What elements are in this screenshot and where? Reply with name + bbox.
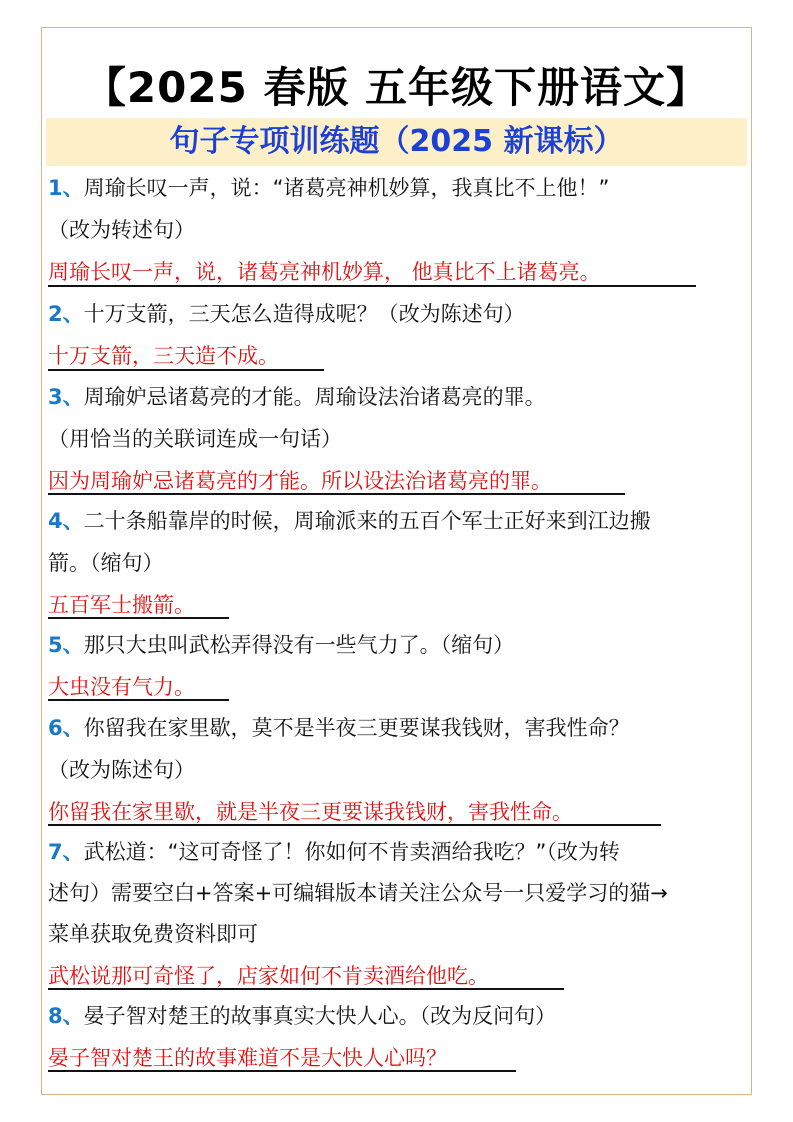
question-1-line-2: （改为转述句） — [48, 218, 195, 242]
answer-underline — [48, 493, 625, 495]
question-1-answer: 周瑜长叹一声，说，诸葛亮神机妙算， 他真比不上诸葛亮。 — [48, 260, 601, 284]
answer-underline — [48, 285, 696, 287]
question-6-line-2: （改为陈述句） — [48, 758, 195, 782]
answer-underline — [48, 699, 229, 701]
question-7-line-2: 述句）需要空白+答案+可编辑版本请关注公众号一只爱学习的猫→ — [48, 881, 668, 905]
question-2-line-1: 2、十万支箭，三天怎么造得成呢？（改为陈述句） — [48, 302, 525, 326]
question-number: 7 — [48, 840, 63, 864]
question-3-answer: 因为周瑜妒忌诸葛亮的才能。所以设法治诸葛亮的罪。 — [48, 469, 552, 493]
question-8-answer: 晏子智对楚王的故事难道不是大快人心吗？ — [48, 1046, 447, 1070]
answer-underline — [48, 369, 324, 371]
question-6-line-1: 6、你留我在家里歇，莫不是半夜三更要谋我钱财，害我性命？ — [48, 716, 630, 740]
question-7-line-1: 7、武松道：“这可奇怪了！你如何不肯卖酒给我吃？”（改为转 — [48, 840, 620, 864]
answer-underline — [48, 617, 229, 619]
question-4-answer: 五百军士搬箭。 — [48, 593, 195, 617]
question-number: 1 — [48, 176, 63, 200]
question-text: 十万支箭，三天怎么造得成呢？（改为陈述句） — [83, 302, 525, 326]
question-text: 武松道：“这可奇怪了！你如何不肯卖酒给我吃？”（改为转 — [83, 840, 620, 864]
question-1-line-1: 1、周瑜长叹一声，说：“诸葛亮神机妙算，我真比不上他！” — [48, 176, 610, 200]
question-6-answer: 你留我在家里歇，就是半夜三更要谋我钱财，害我性命。 — [48, 800, 573, 824]
question-text: 周瑜妒忌诸葛亮的才能。周瑜设法治诸葛亮的罪。 — [83, 385, 546, 409]
question-3-line-1: 3、周瑜妒忌诸葛亮的才能。周瑜设法治诸葛亮的罪。 — [48, 385, 546, 409]
question-5-answer: 大虫没有气力。 — [48, 675, 195, 699]
question-number: 6 — [48, 716, 63, 740]
answer-underline — [48, 824, 661, 826]
question-7-answer: 武松说那可奇怪了，店家如何不肯卖酒给他吃。 — [48, 964, 489, 988]
question-number: 4 — [48, 509, 63, 533]
question-4-line-2: 箭。（缩句） — [48, 551, 164, 575]
question-4-line-1: 4、二十条船靠岸的时候，周瑜派来的五百个军士正好来到江边搬 — [48, 509, 651, 533]
question-5-line-1: 5、那只大虫叫武松弄得没有一些气力了。（缩句） — [48, 633, 515, 657]
question-number: 2 — [48, 302, 63, 326]
question-text: 晏子智对楚王的故事真实大快人心。（改为反问句） — [83, 1004, 557, 1028]
question-7-line-3: 菜单获取免费资料即可 — [48, 922, 258, 946]
question-8-line-1: 8、晏子智对楚王的故事真实大快人心。（改为反问句） — [48, 1004, 557, 1028]
question-3-line-2: （用恰当的关联词连成一句话） — [48, 427, 342, 451]
question-text: 周瑜长叹一声，说：“诸葛亮神机妙算，我真比不上他！” — [83, 176, 610, 200]
question-text: 那只大虫叫武松弄得没有一些气力了。（缩句） — [83, 633, 515, 657]
page-title: 【2025 春版 五年级下册语文】 — [83, 63, 710, 112]
answer-underline — [48, 988, 564, 990]
question-text: 二十条船靠岸的时候，周瑜派来的五百个军士正好来到江边搬 — [83, 509, 651, 533]
question-2-answer: 十万支箭，三天造不成。 — [48, 344, 279, 368]
question-number: 5 — [48, 633, 63, 657]
question-number: 3 — [48, 385, 63, 409]
answer-underline — [48, 1070, 516, 1072]
question-number: 8 — [48, 1004, 63, 1028]
question-text: 你留我在家里歇，莫不是半夜三更要谋我钱财，害我性命？ — [83, 716, 630, 740]
page-subtitle: 句子专项训练题（2025 新课标） — [169, 124, 624, 159]
